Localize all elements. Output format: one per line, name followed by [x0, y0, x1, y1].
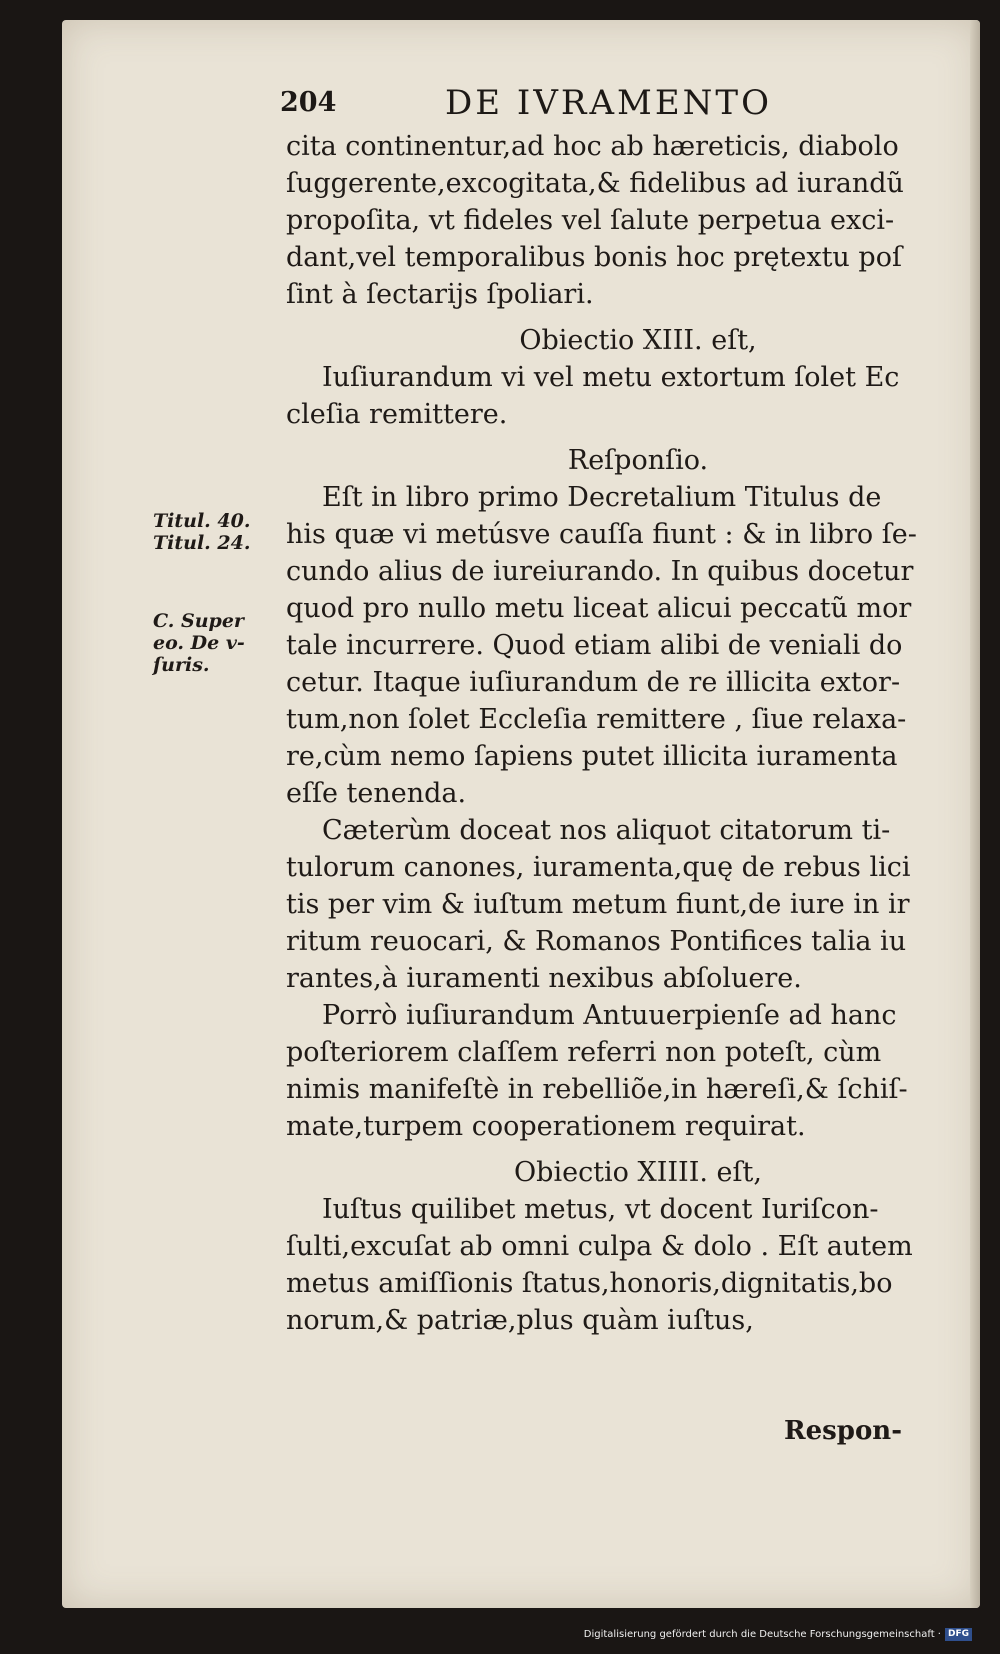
text-line: ſulti,excuſat ab omni culpa & dolo . Eſt autem: [286, 1231, 913, 1262]
text-line: mate,turpem cooperationem requirat.: [286, 1111, 806, 1142]
text-line: metus amiſſionis ſtatus,honoris,dignitatis,bo: [286, 1268, 893, 1299]
credit-text: Digitalisierung gefördert durch die Deutsche Forschungsgemeinschaft ·: [583, 1629, 941, 1640]
running-title: DE IVRAMENTO: [445, 83, 772, 123]
text-line: poſteriorem claſſem referri non poteſt, cùm: [286, 1037, 882, 1068]
margin-note: Titul. 24.: [153, 532, 251, 554]
text-line: eſſe tenenda.: [286, 778, 467, 809]
page-number: 204: [280, 87, 337, 118]
margin-note: ſuris.: [153, 654, 210, 676]
text-line: Eſt in libro primo Decretalium Titulus de: [322, 482, 882, 513]
text-line: nimis manifeſtè in rebelliõe,in hæreſi,& ſchiſ-: [286, 1074, 908, 1105]
text-line: his quæ vi metúsve cauſſa fiunt : & in libro ſe-: [286, 519, 917, 550]
text-line: ſint à ſectarijs ſpoliari.: [286, 279, 594, 310]
body-text: [286, 128, 946, 1339]
text-line: ſuggerente,excogitata,& fidelibus ad iurandũ: [286, 168, 904, 199]
text-line: rantes,à iuramenti nexibus abſoluere.: [286, 963, 802, 994]
text-line: propoſita, vt fideles vel ſalute perpetua exci-: [286, 205, 895, 236]
margin-note: eo. De v-: [153, 632, 245, 654]
text-line: tulorum canones, iuramenta,quę de rebus lici: [286, 852, 911, 883]
margin-notes: [153, 510, 273, 676]
text-line: ritum reuocari, & Romanos Pontifices talia iu: [286, 926, 907, 957]
text-line: Porrò iuſiurandum Antuuerpienſe ad hanc: [322, 1000, 897, 1031]
catchword: Respon-: [783, 1416, 902, 1446]
text-line: re,cùm nemo ſapiens putet illicita iuramenta: [286, 741, 898, 772]
section-heading: Obiectio XIII. eſt,: [519, 325, 757, 356]
section-heading: Obiectio XIIII. eſt,: [514, 1157, 762, 1188]
text-line: cleſia remittere.: [286, 399, 508, 430]
text-line: quod pro nullo metu liceat alicui peccatũ mor: [286, 593, 912, 624]
text-line: tum,non ſolet Eccleſia remittere , ſiue relaxa-: [286, 704, 907, 735]
text-line: Cæterùm doceat nos aliquot citatorum ti-: [322, 815, 891, 846]
book-page: [62, 20, 980, 1608]
text-line: cetur. Itaque iuſiurandum de re illicita extor-: [286, 667, 901, 698]
margin-note: Titul. 40.: [153, 510, 251, 532]
section-heading: Reſponſio.: [567, 445, 709, 476]
text-line: norum,& patriæ,plus quàm iuſtus,: [286, 1305, 754, 1336]
text-line: cundo alius de iureiurando. In quibus docetur: [286, 556, 914, 587]
margin-note: C. Super: [153, 610, 244, 632]
text-line: tale incurrere. Quod etiam alibi de veniali do: [286, 630, 903, 661]
text-line: cita continentur,ad hoc ab hæreticis, diabolo: [286, 131, 899, 162]
text-line: dant,vel temporalibus bonis hoc prętextu poſ: [286, 242, 902, 273]
digitization-credit: [584, 1626, 972, 1644]
dfg-logo: DFG: [945, 1628, 972, 1641]
text-line: Iuſiurandum vi vel metu extortum ſolet Ec: [322, 362, 900, 393]
page-edge: [970, 20, 980, 1608]
page-header: [280, 83, 840, 133]
text-line: Iuſtus quilibet metus, vt docent Iuriſcon-: [322, 1194, 879, 1225]
text-line: tis per vim & iuſtum metum fiunt,de iure in ir: [286, 889, 910, 920]
